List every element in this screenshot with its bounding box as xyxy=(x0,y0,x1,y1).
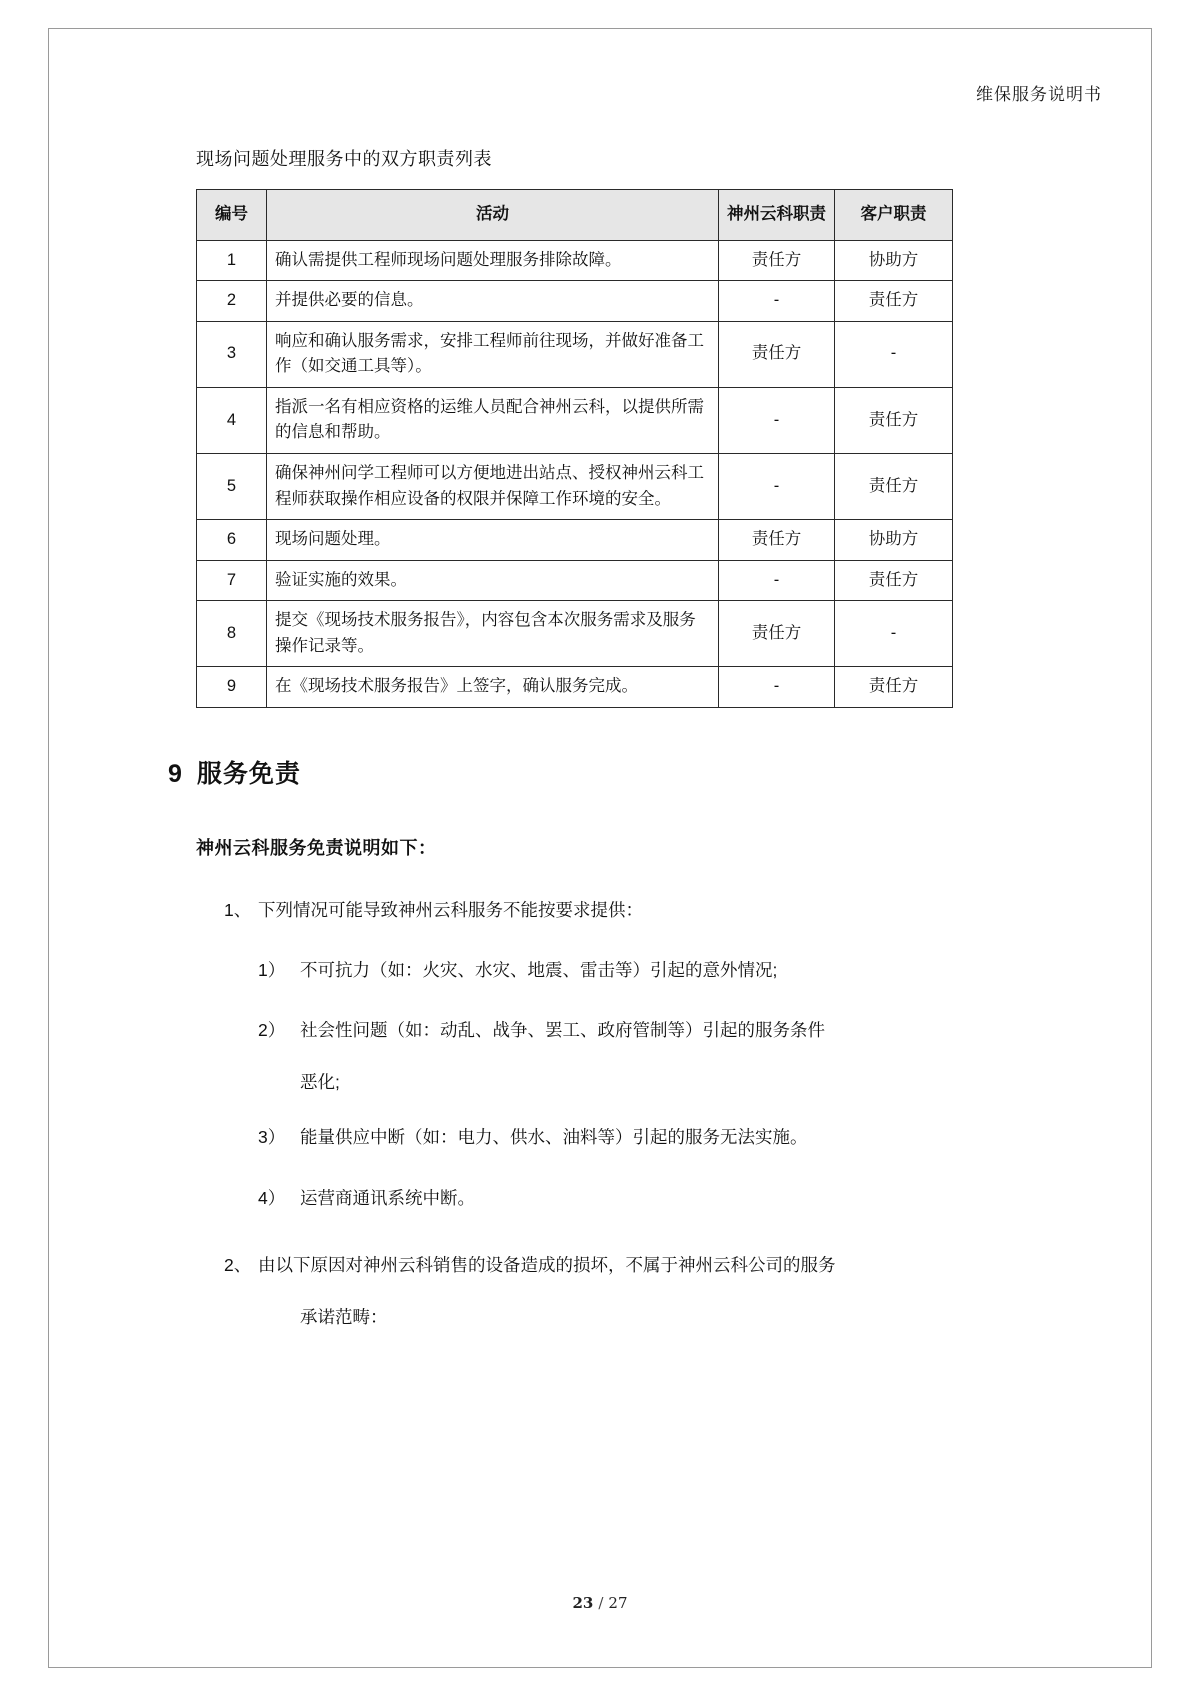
list-item-continuation: 恶化; xyxy=(300,1072,340,1093)
footer-total-pages: 27 xyxy=(608,1594,628,1612)
cell-customer: 责任方 xyxy=(835,560,953,601)
cell-szyk: - xyxy=(719,453,835,519)
list-item xyxy=(196,1181,956,1215)
table-header-row xyxy=(197,190,953,241)
list-item-marker: 3） xyxy=(258,1127,286,1148)
list-item-text: 运营商通讯系统中断。 xyxy=(300,1187,475,1208)
responsibility-table xyxy=(196,189,953,708)
list-item-marker: 4） xyxy=(258,1187,286,1208)
cell-customer: - xyxy=(835,321,953,387)
section-number: 9 xyxy=(168,759,183,788)
column-header-no: 编号 xyxy=(197,190,267,241)
cell-activity: 在《现场技术服务报告》上签字，确认服务完成。 xyxy=(267,667,719,708)
cell-szyk: 责任方 xyxy=(719,601,835,667)
cell-customer: 协助方 xyxy=(835,240,953,281)
cell-no: 3 xyxy=(197,321,267,387)
page-header-title: 维保服务说明书 xyxy=(976,85,1102,105)
cell-szyk: - xyxy=(719,667,835,708)
cell-activity: 提交《现场技术服务报告》，内容包含本次服务需求及服务操作记录等。 xyxy=(267,601,719,667)
cell-szyk: - xyxy=(719,560,835,601)
cell-customer: 责任方 xyxy=(835,281,953,322)
cell-no: 8 xyxy=(197,601,267,667)
page-content xyxy=(168,145,956,1329)
list-item-text: 社会性问题（如：动乱、战争、罢工、政府管制等）引起的服务条件 xyxy=(300,1020,825,1041)
list-item-text: 能量供应中断（如：电力、供水、油料等）引起的服务无法实施。 xyxy=(300,1127,808,1148)
table-row xyxy=(197,321,953,387)
table-row xyxy=(197,667,953,708)
list-item xyxy=(196,894,956,927)
list-item-marker: 2、 xyxy=(224,1254,252,1275)
table-row xyxy=(197,560,953,601)
section-title: 服务免责 xyxy=(196,759,301,788)
cell-activity: 确保神州问学工程师可以方便地进出站点、授权神州云科工程师获取操作相应设备的权限并保障工作环境的安全。 xyxy=(267,453,719,519)
footer-page-number: 23 xyxy=(572,1594,594,1612)
cell-no: 1 xyxy=(197,240,267,281)
cell-activity: 现场问题处理。 xyxy=(267,520,719,561)
cell-szyk: 责任方 xyxy=(719,321,835,387)
cell-no: 6 xyxy=(197,520,267,561)
list-item-marker: 1） xyxy=(258,960,286,981)
table-row xyxy=(197,240,953,281)
cell-customer: 责任方 xyxy=(835,387,953,453)
cell-szyk: - xyxy=(719,281,835,322)
cell-customer: 协助方 xyxy=(835,520,953,561)
cell-activity: 验证实施的效果。 xyxy=(267,560,719,601)
cell-activity: 并提供必要的信息。 xyxy=(267,281,719,322)
list-item-text: 下列情况可能导致神州云科服务不能按要求提供： xyxy=(258,899,643,920)
page-footer xyxy=(0,1594,1200,1612)
cell-activity: 指派一名有相应资格的运维人员配合神州云科，以提供所需的信息和帮助。 xyxy=(267,387,719,453)
list-item-continuation: 承诺范畴： xyxy=(300,1306,388,1327)
footer-separator: / xyxy=(598,1594,604,1612)
list-item-marker: 1、 xyxy=(224,899,252,920)
section-heading xyxy=(168,754,956,790)
list-item-marker: 2） xyxy=(258,1020,286,1041)
cell-customer: 责任方 xyxy=(835,453,953,519)
cell-customer: - xyxy=(835,601,953,667)
column-header-activity: 活动 xyxy=(267,190,719,241)
cell-activity: 响应和确认服务需求，安排工程师前往现场，并做好准备工作（如交通工具等）。 xyxy=(267,321,719,387)
list-item xyxy=(196,1249,956,1282)
list-item-text: 不可抗力（如：火灾、水灾、地震、雷击等）引起的意外情况; xyxy=(300,960,778,981)
column-header-customer: 客户职责 xyxy=(835,190,953,241)
list-item xyxy=(196,953,956,987)
cell-activity: 确认需提供工程师现场问题处理服务排除故障。 xyxy=(267,240,719,281)
cell-no: 4 xyxy=(197,387,267,453)
cell-szyk: - xyxy=(719,387,835,453)
table-row xyxy=(197,601,953,667)
cell-customer: 责任方 xyxy=(835,667,953,708)
table-row xyxy=(197,281,953,322)
list-item-text: 由以下原因对神州云科销售的设备造成的损坏，不属于神州云科公司的服务 xyxy=(258,1254,836,1275)
cell-no: 9 xyxy=(197,667,267,708)
cell-no: 5 xyxy=(197,453,267,519)
list-item xyxy=(196,1120,956,1154)
disclaimer-subheading: 神州云科服务免责说明如下： xyxy=(196,837,437,858)
cell-szyk: 责任方 xyxy=(719,520,835,561)
cell-no: 7 xyxy=(197,560,267,601)
column-header-szyk: 神州云科职责 xyxy=(719,190,835,241)
table-row xyxy=(197,520,953,561)
table-row xyxy=(197,387,953,453)
table-row xyxy=(197,453,953,519)
table-caption: 现场问题处理服务中的双方职责列表 xyxy=(196,149,492,169)
list-item xyxy=(196,1013,956,1047)
cell-no: 2 xyxy=(197,281,267,322)
cell-szyk: 责任方 xyxy=(719,240,835,281)
